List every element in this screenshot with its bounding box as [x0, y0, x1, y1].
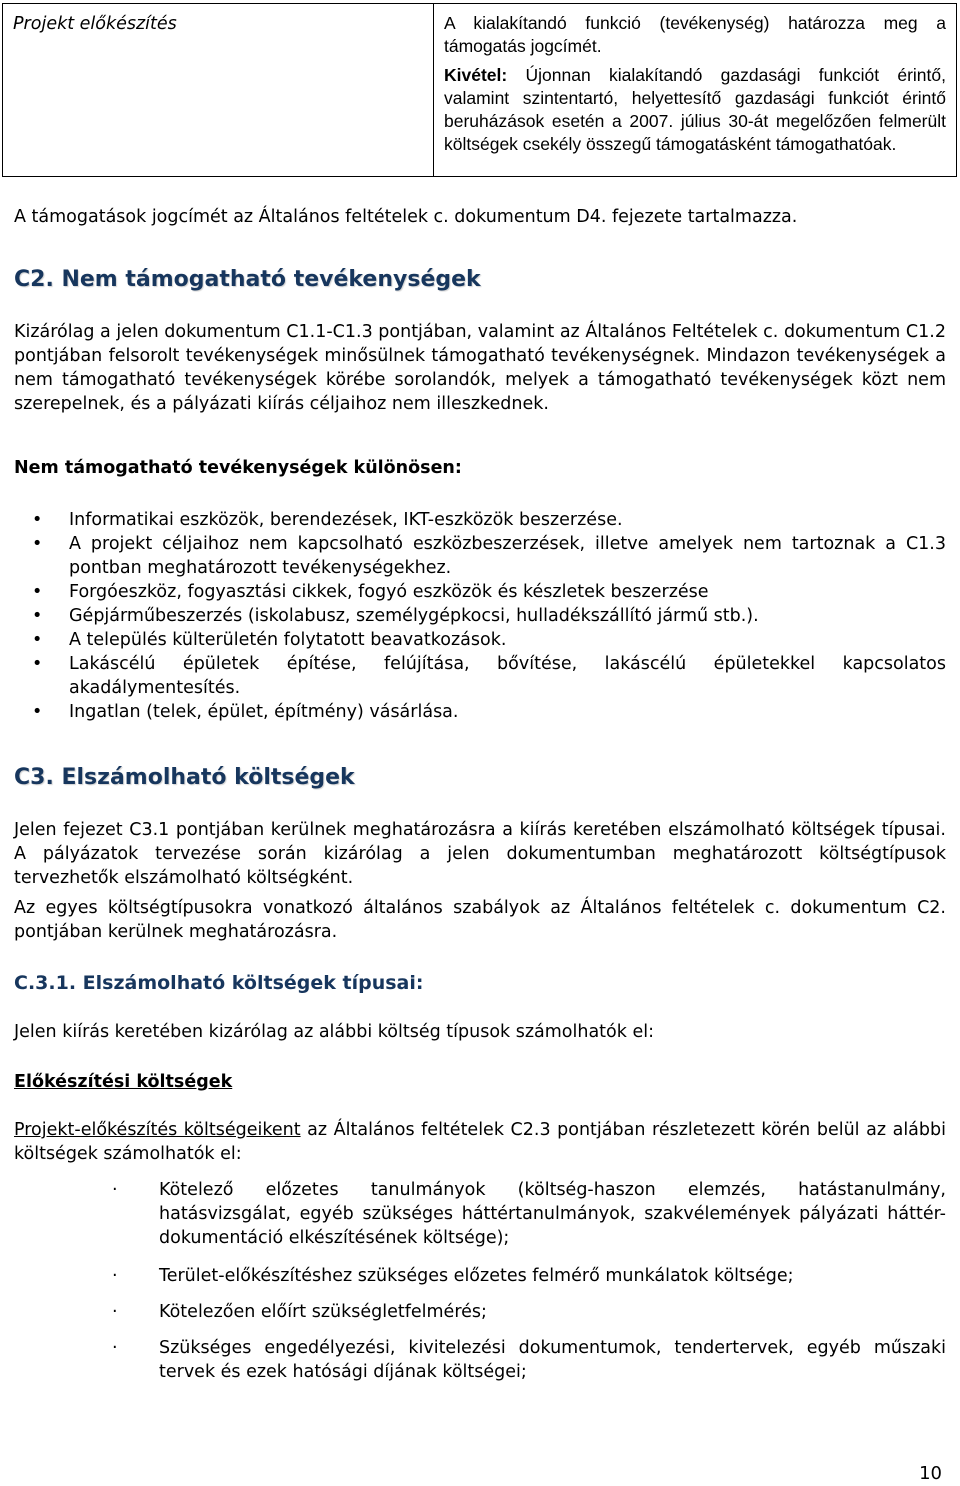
- page-number: 10: [919, 1463, 942, 1484]
- list-item: • Gépjárműbeszerzés (iskolabusz, személygépkocsi, hulladékszállító jármű stb.).: [14, 604, 946, 628]
- table-right-p1: A kialakítandó funkció (tevékenység) határozza meg a támogatás jogcímét.: [444, 13, 946, 56]
- c3-para1: Jelen fejezet C3.1 pontjában kerülnek meghatározásra a kiírás keretében elszámolható költségek típusai. A pályázatok tervezése során kizárólag a jelen dokumentumban meghatározott költségtípusok tervezhetők elszámolható költségként.: [14, 820, 946, 888]
- jogcim-paragraph: A támogatások jogcímét az Általános feltételek c. dokumentum D4. fejezete tartalmazza.: [14, 207, 798, 227]
- prep-costs-lead: [14, 1118, 946, 1166]
- exception-label: Kivétel:: [444, 65, 508, 85]
- c3-heading: C3. Elszámolható költségek: [14, 765, 355, 790]
- activity-table: [2, 3, 957, 177]
- table-left-cell: Projekt előkészítés: [3, 4, 434, 177]
- prep-lead-rest: az Általános feltételek C2.3 pontjában részletezett körén belül az alábbi költségek számolhatók el:: [14, 1120, 946, 1164]
- table-right-cell: [434, 4, 957, 177]
- c2-list-title: Nem támogatható tevékenységek különösen:: [14, 458, 462, 478]
- table-row: [3, 4, 957, 177]
- list-item: • Ingatlan (telek, épület, építmény) vásárlása.: [14, 700, 946, 724]
- list-item: · Kötelezően előírt szükségletfelmérés;: [14, 1300, 946, 1324]
- list-item: • Informatikai eszközök, berendezések, IKT-eszközök beszerzése.: [14, 508, 946, 532]
- list-item: • Lakáscélú épületek építése, felújítása, bővítése, lakáscélú épületekkel kapcsolatos akadálymentesítés.: [14, 652, 946, 700]
- c2-heading: C2. Nem támogatható tevékenységek: [14, 267, 481, 292]
- c31-heading: C.3.1. Elszámolható költségek típusai:: [14, 972, 424, 994]
- prep-lead-underlined: Projekt-előkészítés költségeikent: [14, 1120, 301, 1140]
- c3-para3: Jelen kiírás keretében kizárólag az alábbi költség típusok számolhatók el:: [14, 1022, 654, 1042]
- list-item: • A projekt céljaihoz nem kapcsolható eszközbeszerzések, illetve amelyek nem tartoznak a C1.3 pontban meghatározott tevékenységekhez.: [14, 532, 946, 580]
- list-item: · Terület-előkészítéshez szükséges előzetes felmérő munkálatok költsége;: [14, 1264, 946, 1288]
- table-right-p2: [444, 64, 946, 156]
- exception-text: Újonnan kialakítandó gazdasági funkciót érintő, valamint szintentartó, helyettesítő gazdasági funkciót érintő beruházások esetén a 2007. július 30-át megelőzően felmerült költségek csekély összegű támogatásként támogathatóak.: [444, 65, 946, 154]
- prep-costs-title: Előkészítési költségek: [14, 1072, 233, 1092]
- list-item: · Szükséges engedélyezési, kivitelezési dokumentumok, tendertervek, egyéb műszaki tervek és ezek hatósági díjának költségei;: [14, 1336, 946, 1384]
- list-item: • Forgóeszköz, fogyasztási cikkek, fogyó eszközök és készletek beszerzése: [14, 580, 946, 604]
- c3-para2: Az egyes költségtípusokra vonatkozó általános szabályok az Általános feltételek c. dokumentum C2. pontjában kerülnek meghatározásra.: [14, 898, 946, 942]
- list-item: • A település külterületén folytatott beavatkozások.: [14, 628, 946, 652]
- non-eligible-list: [14, 508, 946, 724]
- c2-body: Kizárólag a jelen dokumentum C1.1-C1.3 pontjában, valamint az Általános Feltételek c. dokumentum C1.2 pontjában felsorolt tevékenységek minősülnek támogatható tevékenységnek. Mindazon tevékenységek a nem támogatható tevékenységek körébe sorolandók, melyek a támogatható tevékenységek közt nem szerepelnek, és a pályázati kiírás céljaihoz nem illeszkednek.: [14, 322, 946, 414]
- list-item: · Kötelező előzetes tanulmányok (költség-haszon elemzés, hatástanulmány, hatásvizsgálat, egyéb szükséges háttértanulmányok, szakvélemények pályázati háttér-dokumentáció elkészítésének költsége);: [14, 1178, 946, 1250]
